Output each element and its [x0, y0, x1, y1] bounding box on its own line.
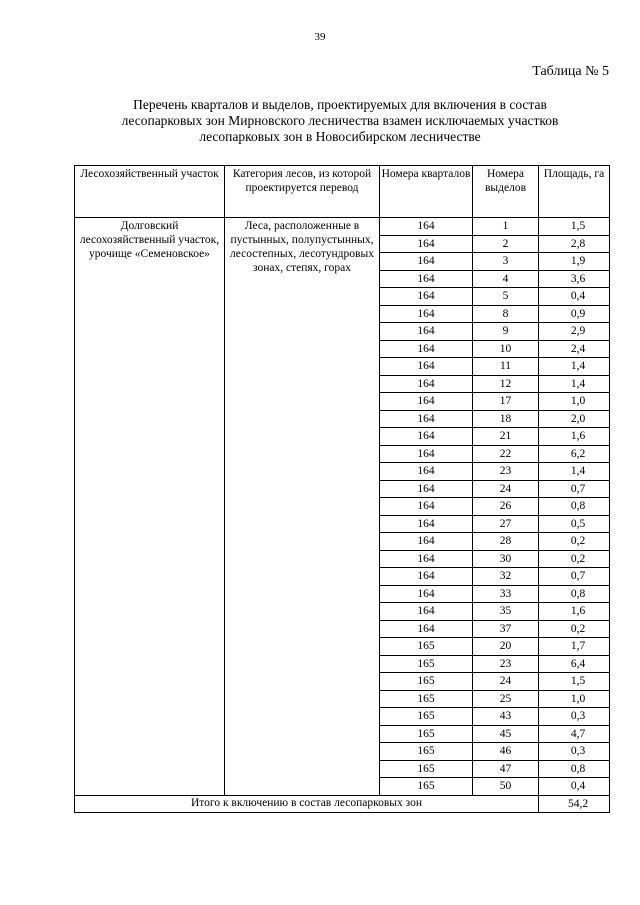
area-cell: 1,7	[539, 638, 610, 656]
area-cell: 1,0	[539, 690, 610, 708]
quarter-cell: 164	[380, 410, 473, 428]
quarter-cell: 165	[380, 778, 473, 796]
plot-cell: 25	[473, 690, 539, 708]
header-area: Площадь, га	[539, 166, 610, 218]
plot-cell: 8	[473, 305, 539, 323]
table-label: Таблица № 5	[532, 64, 609, 79]
quarter-cell: 164	[380, 323, 473, 341]
area-cell: 2,0	[539, 410, 610, 428]
area-cell: 0,2	[539, 620, 610, 638]
title-line-2: лесопарковых зон Мирновского лесничества взамен исключаемых участков	[121, 113, 559, 128]
plot-cell: 26	[473, 498, 539, 516]
plot-cell: 9	[473, 323, 539, 341]
quarter-cell: 165	[380, 655, 473, 673]
area-cell: 1,6	[539, 603, 610, 621]
area-cell: 0,4	[539, 288, 610, 306]
quarter-cell: 164	[380, 305, 473, 323]
quarter-cell: 164	[380, 393, 473, 411]
quarter-cell: 164	[380, 340, 473, 358]
area-cell: 1,5	[539, 673, 610, 691]
quarter-cell: 165	[380, 708, 473, 726]
quarter-cell: 164	[380, 358, 473, 376]
header-plots: Номера выделов	[473, 166, 539, 218]
forestry-site-cell: Долговский лесохозяйственный участок, урочище «Семеновское»	[75, 218, 225, 796]
plot-cell: 17	[473, 393, 539, 411]
area-cell: 0,8	[539, 498, 610, 516]
plots-table	[74, 165, 610, 813]
total-row	[75, 795, 610, 813]
plot-cell: 12	[473, 375, 539, 393]
quarter-cell: 164	[380, 515, 473, 533]
area-cell: 0,3	[539, 743, 610, 761]
quarter-cell: 165	[380, 690, 473, 708]
area-cell: 0,7	[539, 480, 610, 498]
header-site: Лесохозяйственный участок	[75, 166, 225, 218]
plot-cell: 3	[473, 253, 539, 271]
plot-cell: 4	[473, 270, 539, 288]
area-cell: 1,6	[539, 428, 610, 446]
area-cell: 0,9	[539, 305, 610, 323]
plot-cell: 11	[473, 358, 539, 376]
title-line-1: Перечень кварталов и выделов, проектируемых для включения в состав	[133, 97, 547, 112]
area-cell: 0,2	[539, 533, 610, 551]
total-label: Итого к включению в состав лесопарковых зон	[75, 795, 539, 813]
quarter-cell: 164	[380, 463, 473, 481]
area-cell: 6,4	[539, 655, 610, 673]
area-cell: 1,4	[539, 358, 610, 376]
plot-cell: 33	[473, 585, 539, 603]
area-cell: 0,5	[539, 515, 610, 533]
plot-cell: 24	[473, 673, 539, 691]
quarter-cell: 165	[380, 725, 473, 743]
header-category: Категория лесов, из которой проектируется перевод	[225, 166, 380, 218]
plot-cell: 10	[473, 340, 539, 358]
plot-cell: 5	[473, 288, 539, 306]
plot-cell: 46	[473, 743, 539, 761]
quarter-cell: 164	[380, 235, 473, 253]
plot-cell: 23	[473, 655, 539, 673]
quarter-cell: 165	[380, 760, 473, 778]
quarter-cell: 164	[380, 218, 473, 236]
quarter-cell: 164	[380, 585, 473, 603]
quarter-cell: 164	[380, 445, 473, 463]
plot-cell: 37	[473, 620, 539, 638]
plot-cell: 22	[473, 445, 539, 463]
area-cell: 1,4	[539, 463, 610, 481]
header-quarters: Номера кварталов	[380, 166, 473, 218]
plot-cell: 47	[473, 760, 539, 778]
quarter-cell: 164	[380, 428, 473, 446]
area-cell: 2,9	[539, 323, 610, 341]
area-cell: 0,4	[539, 778, 610, 796]
quarter-cell: 164	[380, 498, 473, 516]
area-cell: 1,4	[539, 375, 610, 393]
area-cell: 4,7	[539, 725, 610, 743]
area-cell: 1,9	[539, 253, 610, 271]
plot-cell: 43	[473, 708, 539, 726]
quarter-cell: 164	[380, 533, 473, 551]
quarter-cell: 164	[380, 288, 473, 306]
area-cell: 0,8	[539, 585, 610, 603]
table-row	[75, 218, 610, 236]
area-cell: 2,8	[539, 235, 610, 253]
document-title	[80, 97, 600, 145]
quarter-cell: 164	[380, 568, 473, 586]
quarter-cell: 165	[380, 673, 473, 691]
plot-cell: 20	[473, 638, 539, 656]
plot-cell: 21	[473, 428, 539, 446]
plot-cell: 2	[473, 235, 539, 253]
plot-cell: 50	[473, 778, 539, 796]
area-cell: 0,8	[539, 760, 610, 778]
quarter-cell: 165	[380, 743, 473, 761]
quarter-cell: 165	[380, 638, 473, 656]
table-header-row	[75, 166, 610, 218]
quarter-cell: 164	[380, 603, 473, 621]
quarter-cell: 164	[380, 620, 473, 638]
area-cell: 3,6	[539, 270, 610, 288]
plot-cell: 30	[473, 550, 539, 568]
plot-cell: 32	[473, 568, 539, 586]
area-cell: 0,7	[539, 568, 610, 586]
area-cell: 6,2	[539, 445, 610, 463]
total-value: 54,2	[539, 795, 610, 813]
quarter-cell: 164	[380, 270, 473, 288]
plot-cell: 27	[473, 515, 539, 533]
table-body	[75, 218, 610, 813]
plot-cell: 24	[473, 480, 539, 498]
area-cell: 1,5	[539, 218, 610, 236]
plot-cell: 1	[473, 218, 539, 236]
quarter-cell: 164	[380, 480, 473, 498]
forest-category-cell: Леса, расположенные в пустынных, полупустынных, лесостепных, лесотундровых зонах, степях, горах	[225, 218, 380, 796]
title-line-3: лесопарковых зон в Новосибирском лесничестве	[199, 129, 481, 144]
plot-cell: 35	[473, 603, 539, 621]
area-cell: 0,2	[539, 550, 610, 568]
page-number: 39	[314, 31, 326, 43]
plot-cell: 28	[473, 533, 539, 551]
area-cell: 2,4	[539, 340, 610, 358]
plot-cell: 45	[473, 725, 539, 743]
area-cell: 0,3	[539, 708, 610, 726]
area-cell: 1,0	[539, 393, 610, 411]
plot-cell: 23	[473, 463, 539, 481]
plot-cell: 18	[473, 410, 539, 428]
quarter-cell: 164	[380, 253, 473, 271]
quarter-cell: 164	[380, 375, 473, 393]
quarter-cell: 164	[380, 550, 473, 568]
